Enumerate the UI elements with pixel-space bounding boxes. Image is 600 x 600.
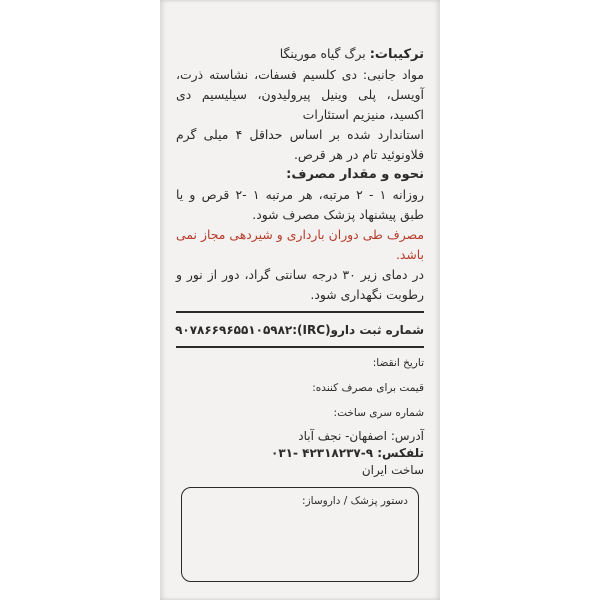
usage-heading: نحوه و مقدار مصرف: (286, 167, 424, 182)
expiry-label: تاریخ انقضا: (372, 357, 424, 369)
usage-text: روزانه ۱ - ۲ مرتبه، هر مرتبه ۱ -۲ قرص و یا طبق پیشنهاد پزشک مصرف شود. (176, 187, 424, 222)
telefax-line (176, 445, 424, 462)
batch-label: شماره سری ساخت: (333, 407, 424, 419)
prescription-box (181, 487, 419, 582)
made-in-text: ساخت ایران (361, 463, 424, 477)
standardization-text: استاندارد شده بر اساس حداقل ۴ میلی گرم فلاونوئید تام در هر قرص. (176, 127, 424, 162)
price-label: قیمت برای مصرف کننده: (312, 382, 424, 394)
ingredients-line (176, 44, 424, 65)
ingredients-heading: ترکیبات: (369, 47, 424, 62)
label-content (176, 44, 424, 479)
divider-top (176, 311, 424, 313)
excipients-text: مواد جانبی: دی کلسیم فسفات، نشاسته ذرت، آویسل، پلی وینیل پیرولیدون، سیلیسیم دی اکسید، منیزیم استئارات (176, 67, 424, 122)
telefax-label: تلفکس: (377, 446, 424, 460)
storage-text: در دمای زیر ۳۰ درجه سانتی گراد، دور از نور و رطوبت نگهداری شود. (176, 267, 424, 302)
address-text: آدرس: اصفهان- نجف آباد (298, 429, 424, 443)
divider-bottom (176, 346, 424, 348)
prescription-box-label: دستور پزشک / داروساز: (302, 495, 408, 507)
telefax-number: ۰۳۱- ۴۲۳۱۸۲۳۷-۹ (271, 446, 374, 460)
irc-number: ۹۰۷۸۶۶۹۶۵۵۱۰۵۹۸۲ (175, 323, 293, 337)
ingredients-text: برگ گیاه مورینگا (279, 46, 366, 61)
irc-row (176, 320, 424, 340)
irc-label: شماره ثبت دارو(IRC): (292, 323, 424, 337)
warning-text: مصرف طی دوران بارداری و شیردهی مجاز نمی باشد. (176, 227, 424, 262)
